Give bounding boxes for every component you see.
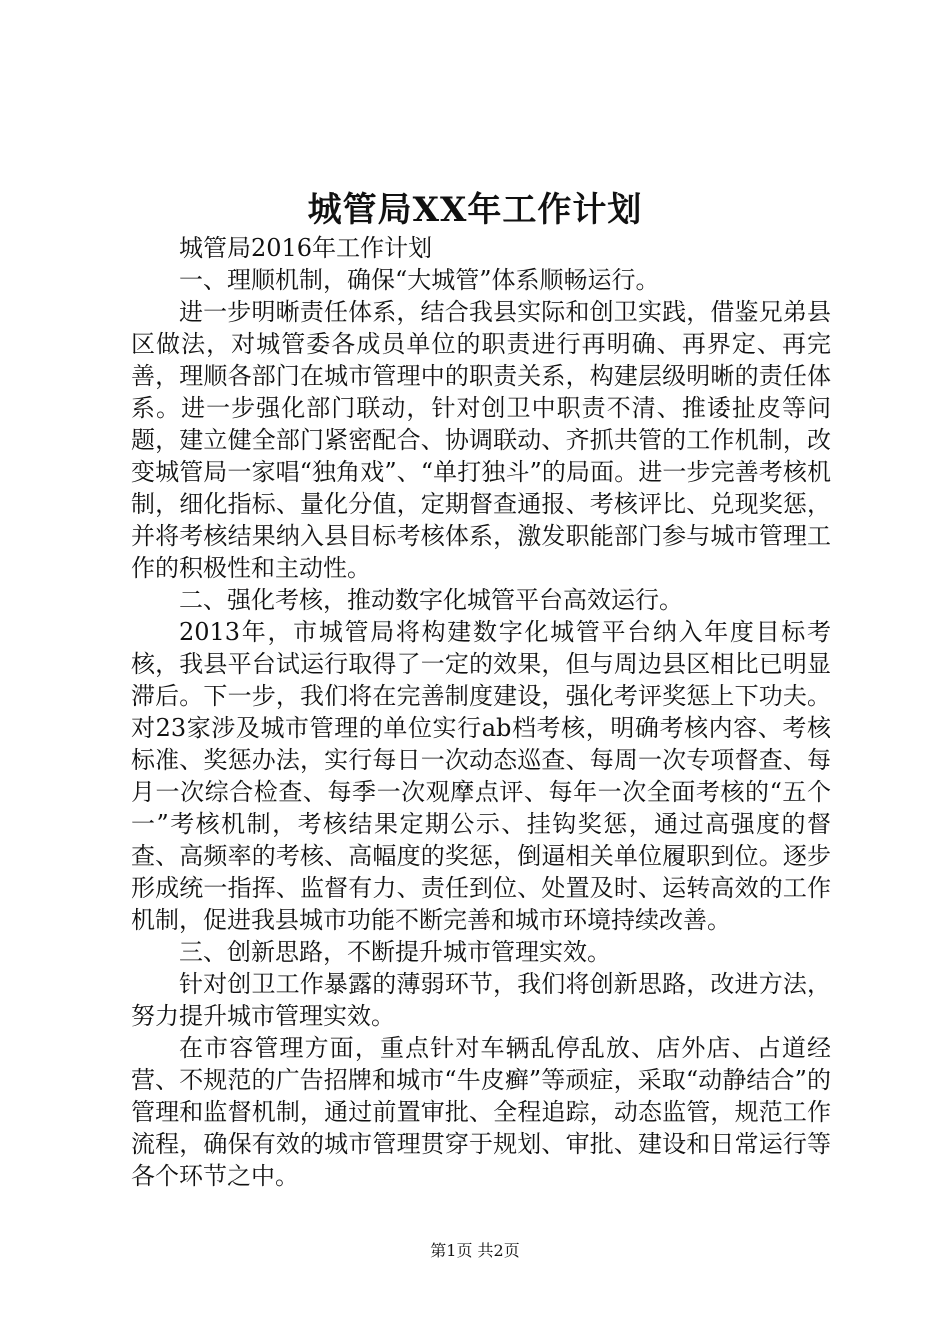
paragraph: 2013年，市城管局将构建数字化城管平台纳入年度目标考核，我县平台试运行取得了一定的效果，但与周边县区相比已明显滞后。下一步，我们将在完善制度建设，强化考评奖惩上下功夫。对23家涉及城市管理的单位实行ab档考核，明确考核内容、考核标准、奖惩办法，实行每日一次动态巡查、每周一次专项督查、每月一次综合检查、每季一次观摩点评、每年一次全面考核的“五个一”考核机制，考核结果定期公示、挂钩奖惩，通过高强度的督查、高频率的考核、高幅度的奖惩，倒逼相关单位履职到位。逐步形成统一指挥、监督有力、责任到位、处置及时、运转高效的工作机制，促进我县城市功能不断完善和城市环境持续改善。 [131, 618, 831, 934]
section-heading-1: 一、理顺机制，确保“大城管”体系顺畅运行。 [179, 266, 660, 294]
section-heading-3: 三、创新思路，不断提升城市管理实效。 [179, 938, 611, 966]
section-heading-2: 二、强化考核，推动数字化城管平台高效运行。 [179, 586, 683, 614]
document-body [131, 232, 831, 1192]
paragraph: 进一步明晰责任体系，结合我县实际和创卫实践，借鉴兄弟县区做法，对城管委各成员单位的职责进行再明确、再界定、再完善，理顺各部门在城市管理中的职责关系，构建层级明晰的责任体系。进一步强化部门联动，针对创卫中职责不清、推诿扯皮等问题，建立健全部门紧密配合、协调联动、齐抓共管的工作机制，改变城管局一家唱“独角戏”、“单打独斗”的局面。进一步完善考核机制，细化指标、量化分值，定期督查通报、考核评比、兑现奖惩，并将考核结果纳入县目标考核体系，激发职能部门参与城市管理工作的积极性和主动性。 [131, 298, 831, 582]
paragraph: 针对创卫工作暴露的薄弱环节，我们将创新思路，改进方法，努力提升城市管理实效。 [131, 970, 831, 1030]
document-title: 城管局XX年工作计划 [307, 190, 643, 230]
page-footer: 第1页 共2页 [430, 1241, 520, 1260]
paragraph: 在市容管理方面，重点针对车辆乱停乱放、店外店、占道经营、不规范的广告招牌和城市“牛皮癣”等顽症，采取“动静结合”的管理和监督机制，通过前置审批、全程追踪，动态监管，规范工作流程，确保有效的城市管理贯穿于规划、审批、建设和日常运行等各个环节之中。 [131, 1034, 831, 1190]
paragraph-subtitle: 城管局2016年工作计划 [179, 234, 433, 262]
